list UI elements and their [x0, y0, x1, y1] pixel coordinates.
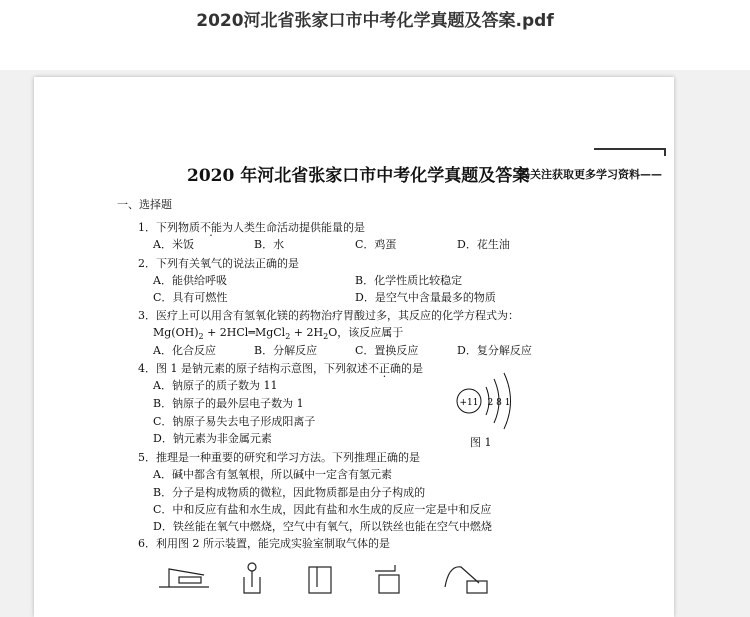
q5-option-d: D．铁丝能在氧气中燃烧，空气中有氧气，所以铁丝也能在空气中燃烧: [153, 520, 492, 533]
eq-part: + 2HCl═MgCl: [203, 326, 286, 339]
q5-option-a: A．碱中都含有氢氧根，所以碱中一定含有氢元素: [153, 468, 392, 481]
lab-apparatus-figure: [149, 557, 549, 597]
q1-option-b: B．水: [254, 238, 285, 251]
viewer-top-bar: [0, 0, 750, 70]
q2-option-b: B．化学性质比较稳定: [355, 274, 463, 287]
q3-option-d: D．复分解反应: [457, 344, 532, 357]
figure-1-caption: 图 1: [470, 436, 492, 449]
question-3-stem: 3．医疗上可以用含有氢氧化镁的药物治疗胃酸过多，其反应的化学方程式为：: [138, 309, 519, 322]
q1-stem-post: 为人类生命活动提供能量的是: [222, 221, 365, 234]
q3-equation: [153, 326, 403, 344]
apparatus-1-flask: [179, 577, 201, 583]
question-4-stem: [138, 362, 423, 376]
apparatus-5-trough: [467, 581, 487, 593]
q4-option-a: A．钠原子的质子数为 11: [153, 379, 278, 392]
section-heading: 一、选择题: [117, 198, 172, 211]
apparatus-1-tube: [169, 569, 204, 587]
q2-option-a: A．能供给呼吸: [153, 274, 227, 287]
eq-part: O，该反应属于: [328, 326, 404, 339]
question-2-stem: 2．下列有关氧气的说法正确的是: [138, 257, 299, 270]
q4-stem-pre: 4．图 1 是钠元素的原子结构示意图，下列叙述: [138, 362, 368, 375]
q3-option-b: B．分解反应: [254, 344, 318, 357]
eq-subscript: 2: [198, 332, 204, 342]
q1-stem-pre: 1．下列物质: [138, 221, 200, 234]
q4-stem-post: 的是: [401, 362, 423, 375]
q4-option-d: D．钠元素为非金属元素: [153, 432, 272, 445]
apparatus-2-bulb: [248, 563, 256, 571]
question-1-stem: [138, 221, 365, 235]
question-5-stem: 5．推理是一种重要的研究和学习方法。下列推理正确的是: [138, 451, 420, 464]
q5-option-b: B．分子是构成物质的微粒，因此物质都是由分子构成的: [153, 486, 426, 499]
eq-subscript: 2: [323, 332, 329, 342]
apparatus-4-tube: [375, 565, 395, 571]
q4-stem-emphasis: 不正确: [368, 362, 401, 375]
q1-option-a: A．米饭: [153, 238, 194, 251]
apparatus-5-tube: [445, 567, 479, 587]
q5-option-c: C．中和反应有盐和水生成，因此有盐和水生成的反应一定是中和反应: [153, 503, 492, 516]
q2-option-d: D．是空气中含量最多的物质: [355, 291, 496, 304]
q3-option-a: A．化合反应: [153, 344, 216, 357]
shell-electron-counts: 2 8 1: [487, 398, 511, 408]
q1-stem-emphasis: 不能: [200, 221, 222, 234]
q2-option-c: C．具有可燃性: [153, 291, 228, 304]
apparatus-4-jar: [379, 575, 399, 593]
eq-part: Mg(OH): [153, 326, 199, 339]
header-rule-mark: [594, 148, 666, 156]
document-title: 2020 年河北省张家口市中考化学真题及答案: [187, 166, 530, 186]
q4-option-b: B．钠原子的最外层电子数为 1: [153, 397, 304, 410]
q1-option-c: C．鸡蛋: [355, 238, 397, 251]
apparatus-3-jar: [309, 567, 331, 593]
pdf-page: [34, 77, 674, 617]
nucleus-label: +11: [459, 398, 479, 408]
watermark-text: 码关注获取更多学习资料——: [519, 168, 662, 181]
question-6-stem: 6．利用图 2 所示装置，能完成实验室制取气体的是: [138, 537, 390, 550]
file-title: 2020河北省张家口市中考化学真题及答案.pdf: [196, 11, 554, 31]
eq-part: + 2H: [290, 326, 324, 339]
q4-option-c: C．钠原子易失去电子形成阳离子: [153, 415, 316, 428]
q1-option-d: D．花生油: [457, 238, 510, 251]
q3-option-c: C．置换反应: [355, 344, 419, 357]
eq-subscript: 2: [285, 332, 291, 342]
